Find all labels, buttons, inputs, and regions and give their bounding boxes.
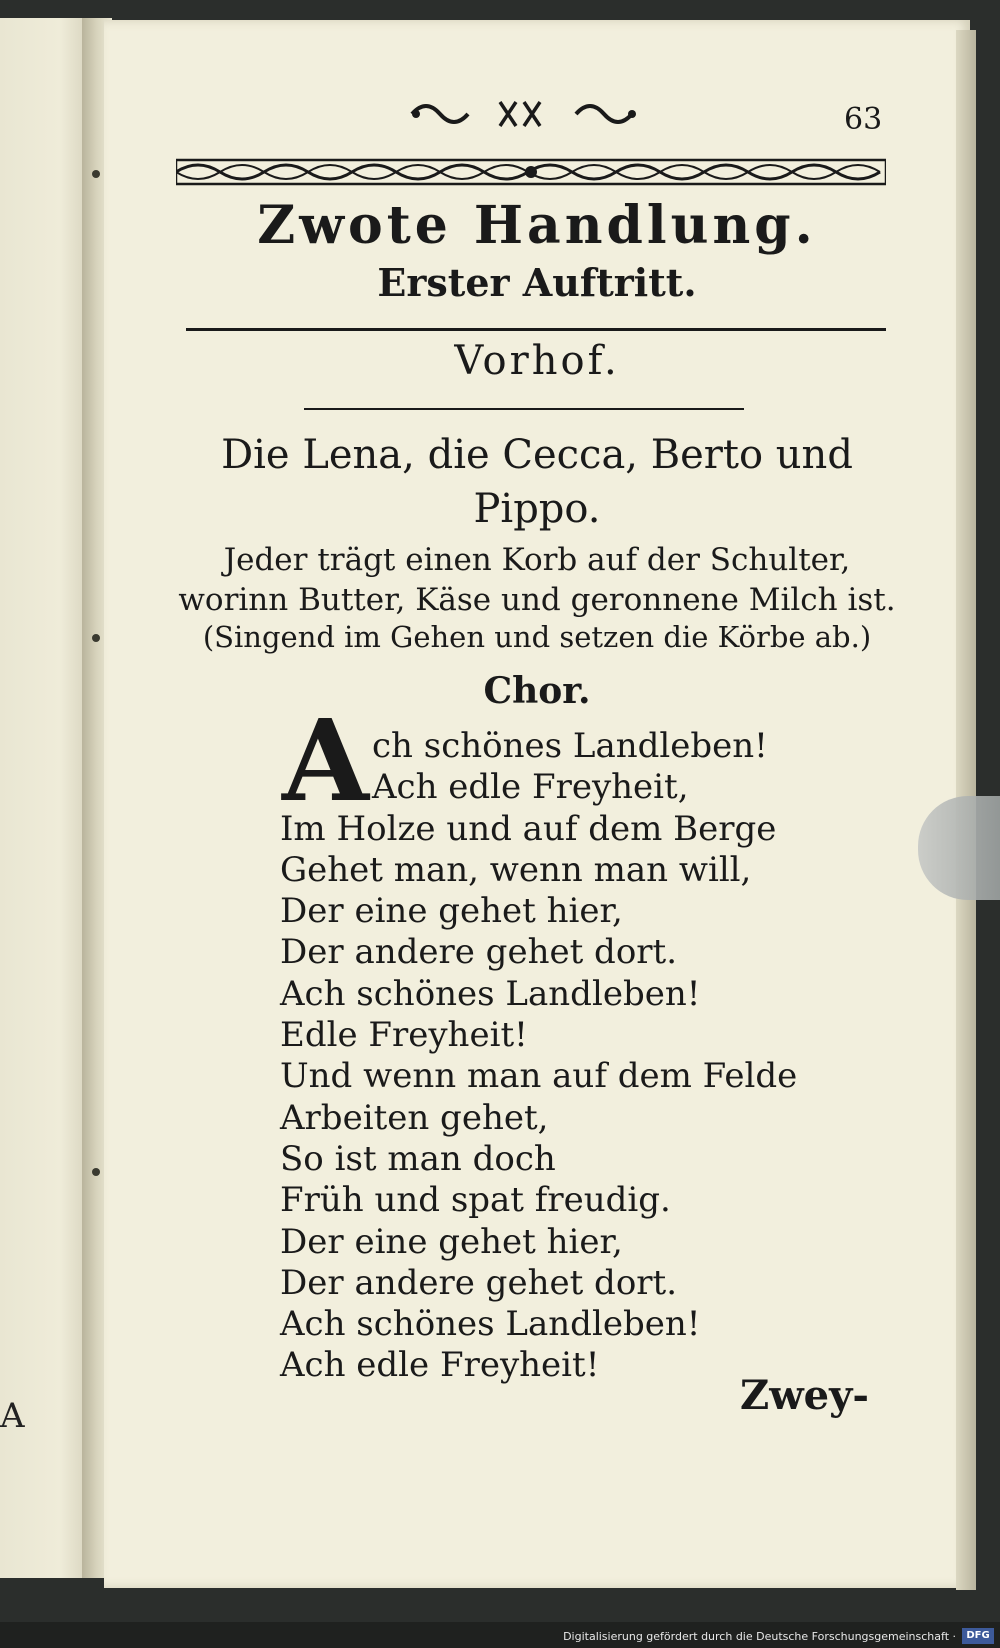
- digitization-credit: Digitalisierung gefördert durch die Deutsche Forschungsgemeinschaft ·: [563, 1630, 956, 1643]
- verse-line: ch schönes Landleben!: [372, 726, 768, 766]
- verse-line: Der eine gehet hier,: [280, 891, 623, 932]
- verse-line: Ach edle Freyheit,: [372, 767, 689, 808]
- verse-line: So ist man doch: [280, 1138, 556, 1179]
- cast-list: Die Lena, die Cecca, Berto und Pippo.: [221, 432, 853, 532]
- verse-line: Arbeiten gehet,: [280, 1097, 549, 1138]
- verse-line: Früh und spat freudig.: [280, 1180, 671, 1221]
- stage-direction: Jeder trägt einen Korb auf der Schulter, worinn Butter, Käse und geronnene Milch ist.: [178, 542, 896, 618]
- act-title: Zwote Handlung.: [257, 195, 817, 256]
- divider-rule: [186, 328, 886, 331]
- verse-line: Der andere gehet dort.: [280, 932, 678, 973]
- verse-line: Im Holze und auf dem Berge: [280, 808, 777, 849]
- catchword: Zwey-: [740, 1372, 869, 1419]
- page-number: 63: [844, 102, 883, 137]
- verse-line: Gehet man, wenn man will,: [280, 849, 752, 890]
- verse-line: Der andere gehet dort.: [280, 1262, 678, 1303]
- scene-location: Vorhof.: [454, 338, 620, 384]
- left-page-edge-letter: A: [0, 1396, 25, 1436]
- binding-stitch: [92, 634, 100, 642]
- verse-line: Ach schönes Landleben!: [280, 1304, 701, 1345]
- verse-line: Ach schönes Landleben!: [280, 973, 701, 1014]
- ornamental-border: [176, 154, 886, 190]
- verse-line: Ach edle Freyheit!: [280, 1345, 600, 1386]
- binding-stitch: [92, 1168, 100, 1176]
- drop-cap: A: [282, 696, 369, 827]
- verse-line: Der eine gehet hier,: [280, 1221, 623, 1262]
- verse-block: [280, 726, 797, 1387]
- speaker-label: Chor.: [483, 670, 591, 712]
- verse-line: Edle Freyheit!: [280, 1015, 528, 1056]
- page-content: [104, 20, 970, 1588]
- headpiece-ornament: [404, 96, 644, 132]
- scene-title: Erster Auftritt.: [377, 260, 697, 305]
- stage-direction-secondary: (Singend im Gehen und setzen die Körbe ab.): [202, 620, 872, 654]
- binding-stitch: [92, 170, 100, 178]
- dfg-logo: DFG: [962, 1628, 994, 1644]
- verse-line: Und wenn man auf dem Felde: [280, 1056, 798, 1097]
- divider-rule: [304, 408, 744, 410]
